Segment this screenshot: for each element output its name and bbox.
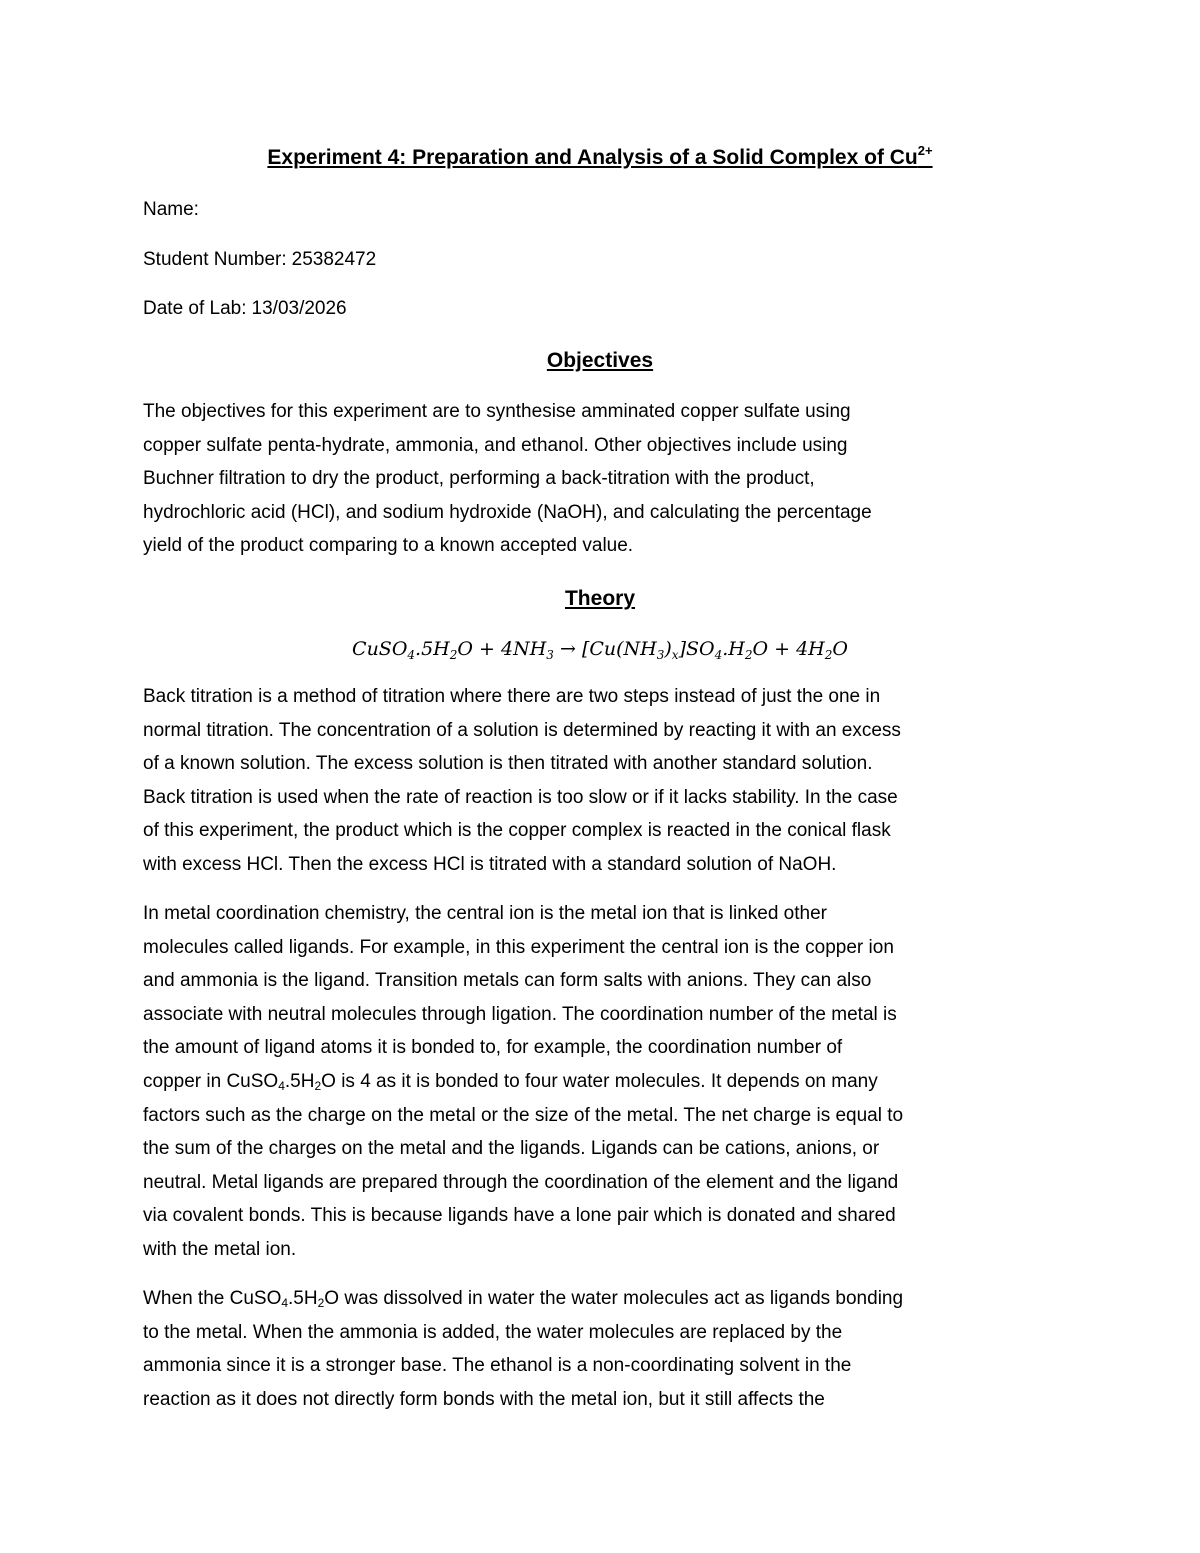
title-text: Experiment 4: Preparation and Analysis of a Solid Complex of Cu (267, 146, 918, 169)
text-line: molecules called ligands. For example, in this experiment the central ion is the copper ion (143, 936, 894, 958)
theory-paragraph-back-titration (143, 680, 1068, 882)
date-line (143, 298, 347, 320)
text-line: Back titration is a method of titration where there are two steps instead of just the one in (143, 686, 881, 707)
eq-product2: 4H (796, 638, 825, 660)
text-line: hydrochloric acid (HCl), and sodium hydroxide (NaOH), and calculating the percentage (143, 501, 872, 523)
text-line: to the metal. When the ammonia is added, the water molecules are replaced by the (143, 1321, 843, 1343)
text-line: and ammonia is the ligand. Transition metals can form salts with anions. They can also (143, 970, 872, 992)
text-line (143, 1282, 1068, 1316)
text-line: with excess HCl. Then the excess HCl is titrated with a standard solution of NaOH. (143, 853, 837, 875)
chem-subscript: 4 (281, 1296, 289, 1310)
chem-subscript: 2 (317, 1296, 325, 1310)
text-line: via covalent bonds. This is because ligands have a lone pair which is donated and shared (143, 1205, 896, 1227)
student-number-label: Student Number: (143, 249, 287, 270)
text-fragment: .5H (284, 1070, 315, 1092)
text-line: reaction as it does not directly form bonds with the metal ion, but it still affects the (143, 1388, 825, 1410)
text-line: associate with neutral molecules through ligation. The coordination number of the metal is (143, 1003, 897, 1025)
text-line: the sum of the charges on the metal and the ligands. Ligands can be cations, anions, or (143, 1138, 880, 1160)
eq-reactant1-end: O (457, 638, 473, 660)
eq-subscript: x (671, 648, 679, 662)
eq-subscript: 3 (656, 648, 665, 662)
eq-reactant2: 4NH (500, 638, 547, 660)
text-line: yield of the product comparing to a known accepted value. (143, 535, 634, 557)
text-line: Back titration is used when the rate of reaction is too slow or if it lacks stability. In the case (143, 786, 898, 808)
theory-paragraph-coordination (143, 897, 1068, 1267)
text-fragment: When the CuSO (143, 1288, 282, 1309)
eq-plus: + (479, 638, 495, 660)
eq-reactant1-hydrate: .5H (415, 638, 450, 660)
theory-paragraph-ligand-exchange (143, 1282, 1068, 1416)
eq-subscript: 3 (546, 648, 554, 662)
student-number-value: 25382472 (291, 249, 377, 270)
chem-subscript: 2 (314, 1078, 322, 1093)
eq-subscript: 4 (714, 648, 723, 662)
eq-subscript: 4 (407, 648, 416, 662)
eq-product1-end: O (752, 638, 769, 660)
text-line: Buchner filtration to dry the product, performing a back-titration with the product, (143, 468, 815, 490)
eq-plus: + (774, 638, 791, 660)
eq-arrow: → (559, 638, 576, 660)
chem-subscript: 4 (278, 1078, 285, 1093)
title-superscript: 2+ (917, 143, 933, 158)
name-label: Name: (143, 199, 199, 220)
eq-product2-end: O (832, 638, 848, 660)
reaction-equation (0, 638, 1200, 660)
eq-subscript: 2 (744, 648, 753, 662)
date-label: Date of Lab: (143, 298, 247, 319)
text-line: The objectives for this experiment are to synthesise amminated copper sulfate using (143, 401, 851, 422)
eq-subscript: 2 (449, 648, 458, 662)
text-fragment: O is 4 as it is bonded to four water molecules. It depends on many (321, 1070, 878, 1092)
text-line: of this experiment, the product which is the copper complex is reacted in the conical flask (143, 820, 891, 842)
objectives-heading: Objectives (546, 349, 654, 372)
date-value: 13/03/2026 (251, 298, 347, 319)
text-line: the amount of ligand atoms it is bonded to, for example, the coordination number of (143, 1037, 843, 1059)
text-fragment: O was dissolved in water the water molecules act as ligands bonding (324, 1288, 904, 1309)
text-line: with the metal ion. (143, 1238, 297, 1260)
eq-product1-rest: ]SO (678, 638, 715, 660)
text-line: In metal coordination chemistry, the central ion is the metal ion that is linked other (143, 903, 827, 924)
eq-subscript: 2 (824, 648, 833, 662)
eq-product1-close: ) (664, 638, 672, 660)
eq-product1-open: [Cu(NH (581, 638, 657, 660)
text-line: ammonia since it is a stronger base. The ethanol is a non-coordinating solvent in the (143, 1355, 852, 1377)
text-line (143, 1065, 1068, 1099)
text-line: copper sulfate penta-hydrate, ammonia, and ethanol. Other objectives include using (143, 434, 848, 456)
eq-reactant1: CuSO (352, 638, 408, 660)
document-title (0, 143, 1200, 170)
student-number-line (143, 249, 376, 271)
text-fragment: .5H (288, 1288, 318, 1309)
text-line: normal titration. The concentration of a solution is determined by reacting it with an excess (143, 719, 901, 741)
text-fragment: copper in CuSO (143, 1070, 279, 1092)
name-line (143, 199, 204, 221)
objectives-paragraph (143, 395, 1068, 563)
eq-product1-hydrate: .H (722, 638, 745, 660)
theory-heading: Theory (564, 587, 635, 610)
text-line: factors such as the charge on the metal or the size of the metal. The net charge is equal to (143, 1104, 904, 1126)
text-line: neutral. Metal ligands are prepared through the coordination of the element and the ligand (143, 1171, 899, 1193)
text-line: of a known solution. The excess solution is then titrated with another standard solution. (143, 753, 873, 775)
